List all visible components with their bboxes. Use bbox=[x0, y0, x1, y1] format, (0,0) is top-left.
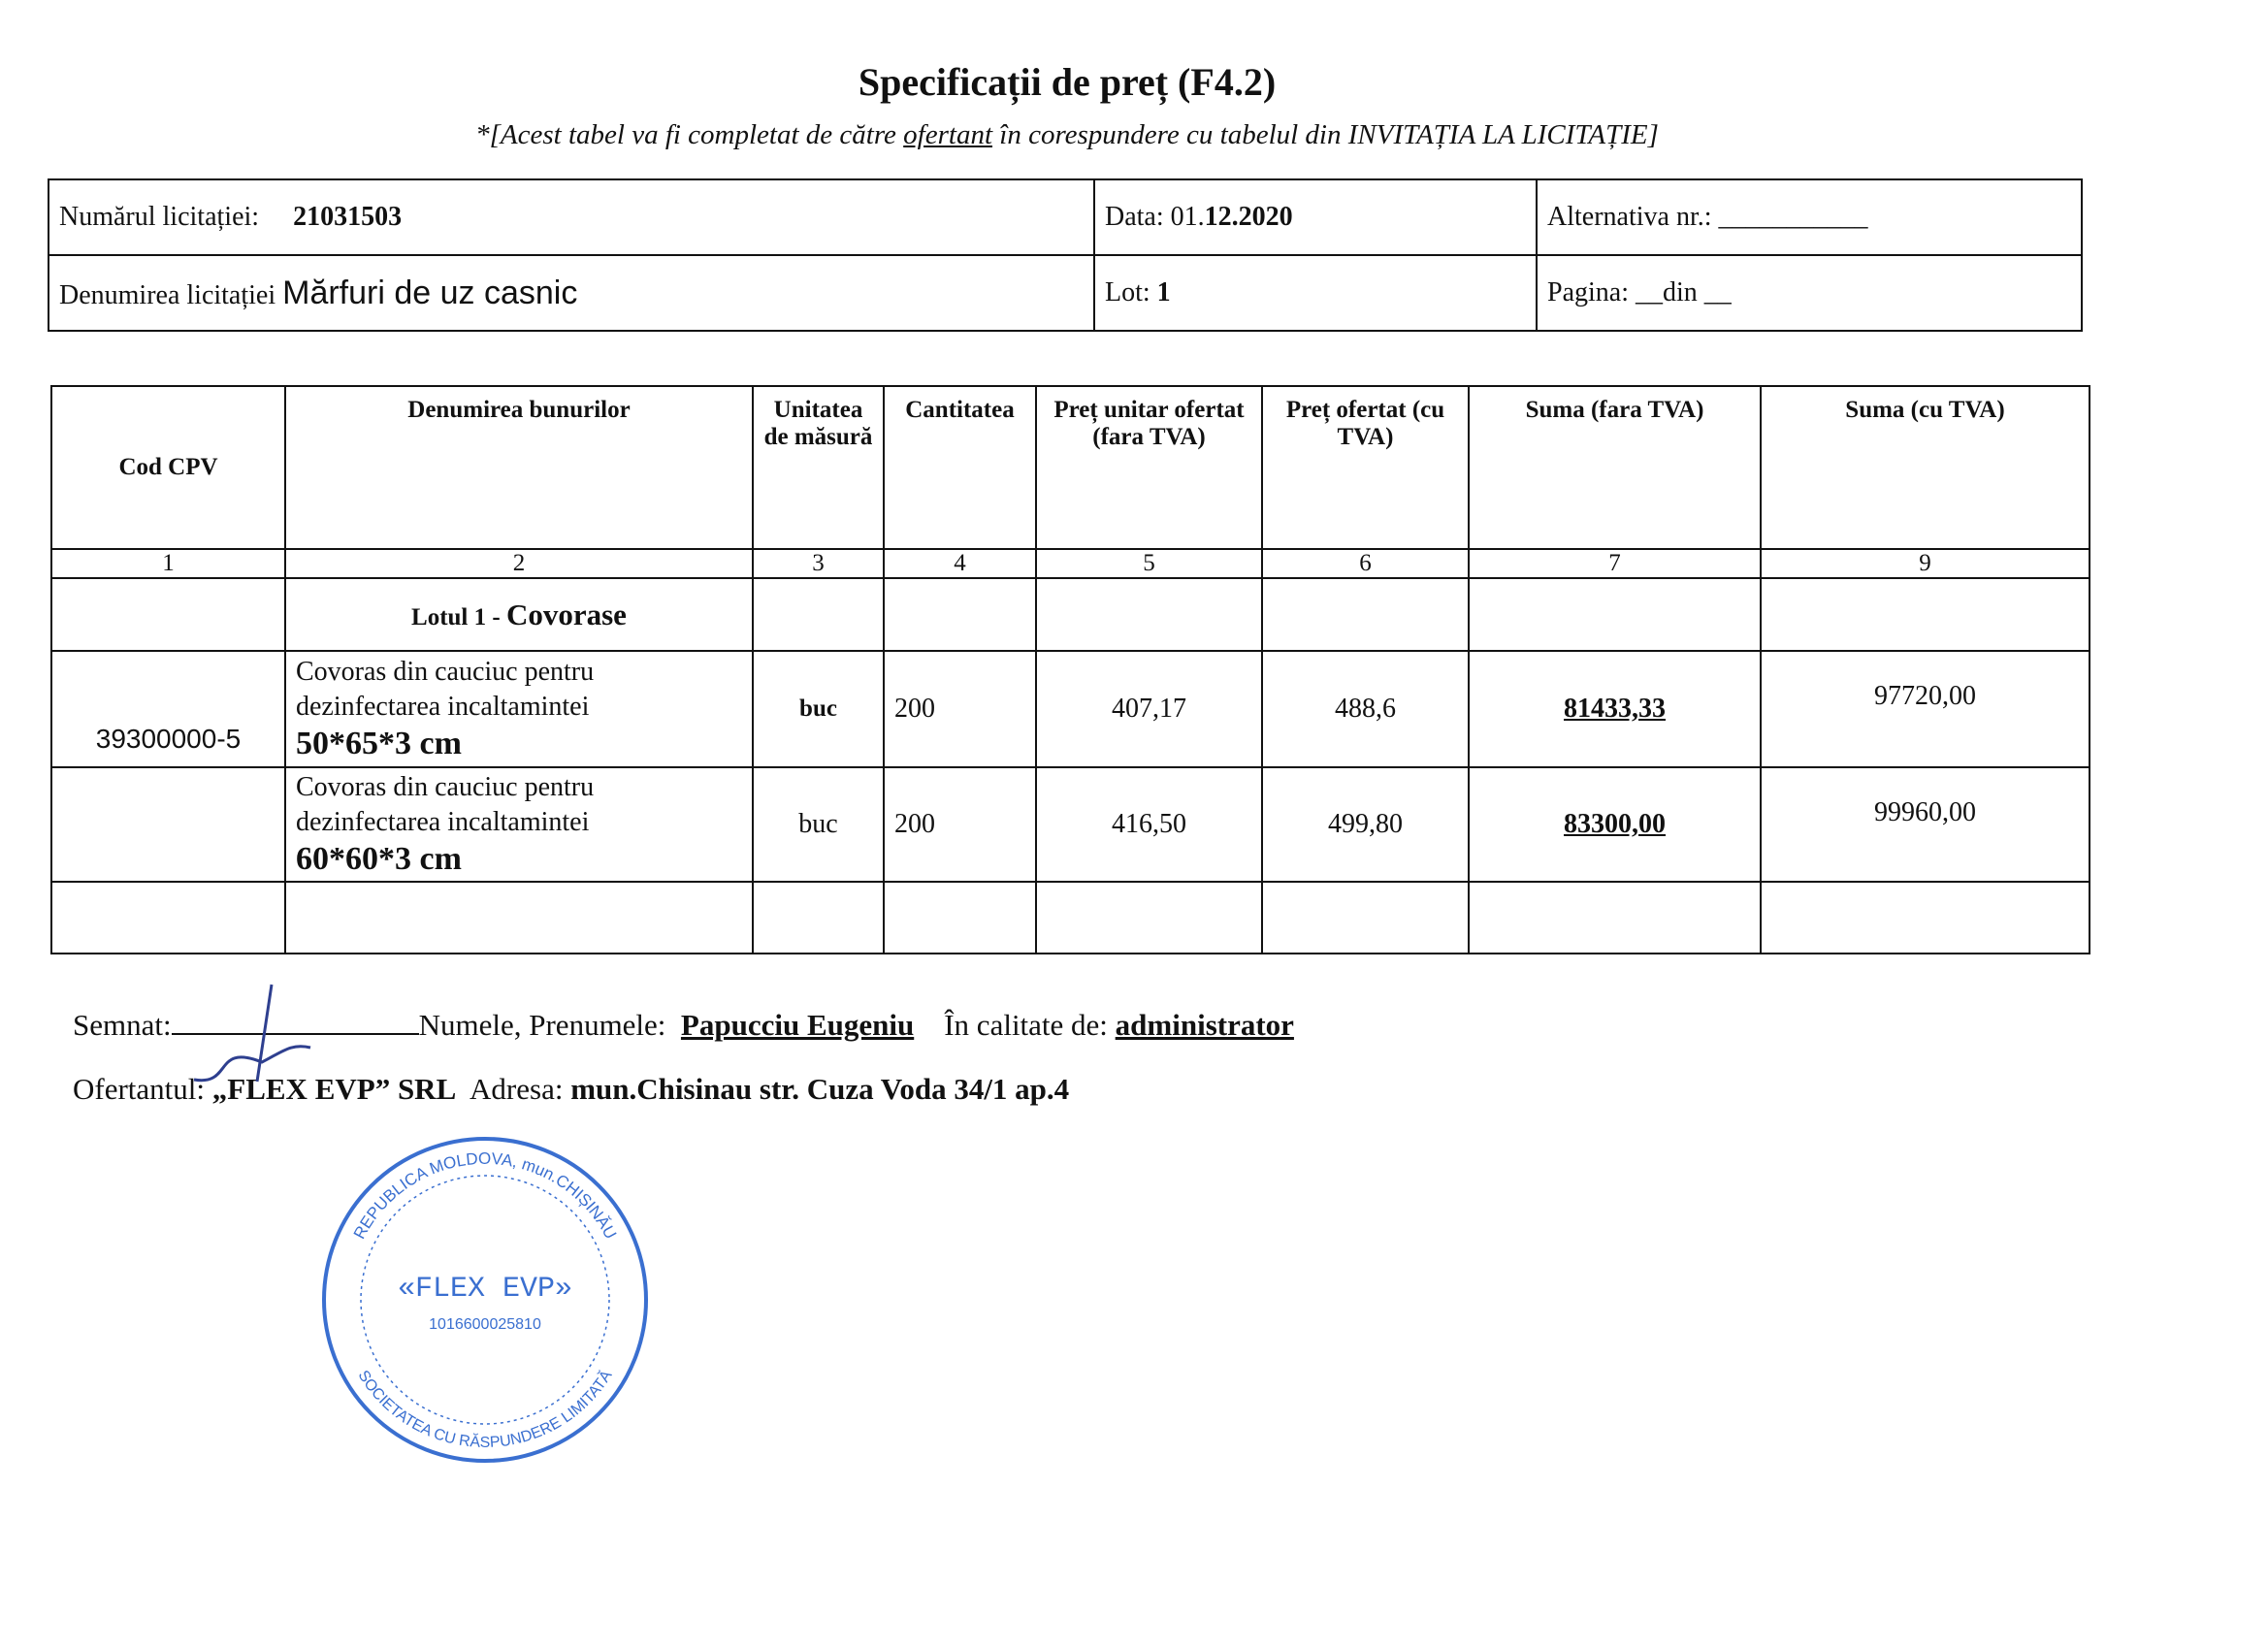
table-row bbox=[51, 651, 2090, 767]
address-label: Adresa: bbox=[456, 1072, 571, 1106]
tender-number-value: 21031503 bbox=[293, 202, 403, 232]
cpv-code bbox=[51, 767, 285, 882]
tender-name-label: Denumirea licitației bbox=[59, 279, 276, 310]
role-value: administrator bbox=[1115, 1008, 1294, 1042]
col-number: 9 bbox=[1761, 549, 2090, 578]
col-header-sum-vat: Suma (cu TVA) bbox=[1761, 386, 2090, 549]
tender-number-label: Numărul licitației: bbox=[59, 202, 260, 232]
col-header-cpv: Cod CPV bbox=[51, 386, 285, 549]
company-stamp bbox=[320, 1135, 650, 1465]
goods-size: 60*60*3 cm bbox=[296, 841, 462, 877]
address-value: mun.Chisinau str. Cuza Voda 34/1 ap.4 bbox=[570, 1072, 1070, 1106]
page-cell: Pagina: __din __ bbox=[1537, 255, 2082, 331]
subtitle-suffix: în corespundere cu tabelul din INVITAȚIA LA LICITAȚIE] bbox=[992, 119, 1659, 150]
lot-row-label bbox=[285, 578, 753, 651]
col-header-price-vat: Preț ofertat (cu TVA) bbox=[1262, 386, 1469, 549]
subtitle bbox=[0, 118, 2134, 151]
stamp-outer-text: REPUBLICA MOLDOVA, mun.CHIȘINĂU bbox=[349, 1148, 621, 1243]
col-number: 4 bbox=[884, 549, 1036, 578]
unit: buc bbox=[753, 767, 884, 882]
bidder-value: „FLEX EVP” SRL bbox=[211, 1072, 457, 1106]
table-row bbox=[51, 767, 2090, 882]
sum-vat: 99960,00 bbox=[1761, 767, 2090, 882]
col-header-unit: Unitatea de măsură bbox=[753, 386, 884, 549]
tender-number-cell bbox=[49, 179, 1094, 255]
col-header-goods: Denumirea bunurilor bbox=[285, 386, 753, 549]
tender-header-table bbox=[48, 178, 2083, 332]
tender-name-value: Mărfuri de uz casnic bbox=[282, 274, 578, 311]
goods-description: Covoras din cauciuc pentru dezinfectarea incaltamintei bbox=[296, 772, 595, 837]
page-title: Specificații de preț (F4.2) bbox=[858, 60, 1277, 104]
empty-row bbox=[51, 882, 2090, 954]
sum-vat: 97720,00 bbox=[1761, 651, 2090, 767]
lot-label: Lot: bbox=[1105, 277, 1157, 307]
stamp-center-text: «FLEX EVP» bbox=[397, 1273, 573, 1306]
lot-label: Lotul 1 - bbox=[411, 603, 506, 630]
lot-name: Covorase bbox=[505, 597, 627, 631]
date-value: 12.2020 bbox=[1204, 202, 1293, 232]
unit-price: 407,17 bbox=[1036, 651, 1262, 767]
col-number: 5 bbox=[1036, 549, 1262, 578]
sum: 81433,33 bbox=[1469, 651, 1761, 767]
goods-size: 50*65*3 cm bbox=[296, 726, 462, 761]
name-label: Numele, Prenumele: bbox=[418, 1008, 681, 1042]
subtitle-underlined: ofertant bbox=[903, 119, 993, 150]
price-vat: 488,6 bbox=[1262, 651, 1469, 767]
lot-row bbox=[51, 578, 2090, 651]
stamp-bottom-text: SOCIETATEA CU RĂSPUNDERE LIMITATĂ bbox=[354, 1368, 616, 1451]
goods-name bbox=[285, 651, 753, 767]
stamp-code-text: 1016600025810 bbox=[429, 1316, 541, 1333]
name-value: Papucciu Eugeniu bbox=[680, 1008, 915, 1042]
goods-description: Covoras din cauciuc pentru dezinfectarea incaltamintei bbox=[296, 657, 595, 722]
col-number: 3 bbox=[753, 549, 884, 578]
alternative-cell: Alternativa nr.: ___________ bbox=[1537, 179, 2082, 255]
col-header-unit-price: Preț unitar ofertat (fara TVA) bbox=[1036, 386, 1262, 549]
tender-name-cell bbox=[49, 255, 1094, 331]
col-header-qty: Cantitatea bbox=[884, 386, 1036, 549]
col-header-sum: Suma (fara TVA) bbox=[1469, 386, 1761, 549]
col-number: 1 bbox=[51, 549, 285, 578]
sum: 83300,00 bbox=[1469, 767, 1761, 882]
goods-name bbox=[285, 767, 753, 882]
unit: buc bbox=[753, 651, 884, 767]
signed-label: Semnat: bbox=[73, 1008, 172, 1042]
price-vat: 499,80 bbox=[1262, 767, 1469, 882]
quantity: 200 bbox=[884, 651, 1036, 767]
col-number: 2 bbox=[285, 549, 753, 578]
col-number: 6 bbox=[1262, 549, 1469, 578]
lot-value: 1 bbox=[1156, 277, 1171, 307]
subtitle-prefix: *[Acest tabel va fi completat de către bbox=[475, 119, 904, 150]
unit-price: 416,50 bbox=[1036, 767, 1262, 882]
lot-cell bbox=[1094, 255, 1537, 331]
quantity: 200 bbox=[884, 767, 1036, 882]
role-label: În calitate de: bbox=[944, 1008, 1116, 1042]
signature-icon bbox=[175, 975, 320, 1091]
col-number: 7 bbox=[1469, 549, 1761, 578]
date-cell bbox=[1094, 179, 1537, 255]
bidder-label: Ofertantul: bbox=[73, 1072, 212, 1106]
cpv-code: 39300000-5 bbox=[51, 651, 285, 767]
price-spec-table bbox=[50, 385, 2090, 954]
date-label: Data: 01. bbox=[1105, 202, 1205, 232]
